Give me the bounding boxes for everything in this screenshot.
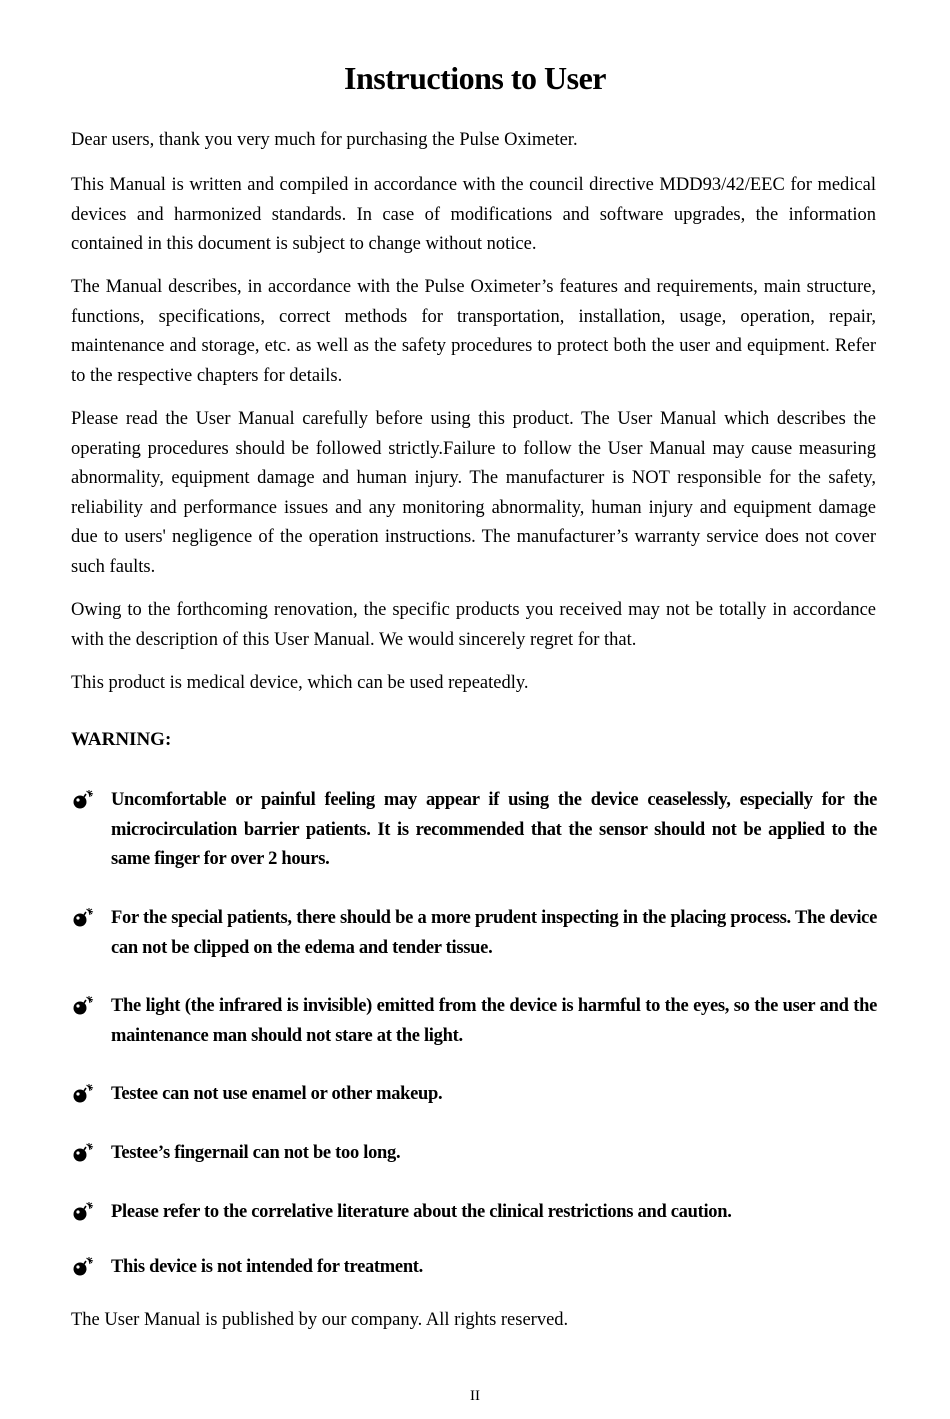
warning-item	[71, 1139, 877, 1169]
rights-notice: The User Manual is published by our company. All rights reserved.	[71, 1310, 569, 1330]
warning-item	[71, 786, 877, 875]
warning-text: Uncomfortable or painful feeling may appear if using the device ceaselessly, especially for the microcirculation barrier patients. It is recommended that the sensor should not be applied to the same finger for over 2 hours.	[111, 790, 877, 870]
intro-paragraph-contents: The Manual describes, in accordance with the Pulse Oximeter’s features and requirements, main structure, functions, specifications, correct methods for transportation, installation, usage, operation, repair, maintenance and storage, etc. as well as the safety procedures to protect both the user and equipment. Refer to the respective chapters for details.	[71, 277, 876, 386]
page-number: II	[470, 1388, 480, 1404]
bomb-icon	[71, 1084, 97, 1104]
warning-item	[71, 1253, 877, 1283]
warning-text: The light (the infrared is invisible) emitted from the device is harmful to the eyes, so the user and the maintenance man should not stare at the light.	[111, 996, 877, 1046]
bomb-icon	[71, 996, 97, 1016]
intro-paragraph-read-manual: Please read the User Manual carefully before using this product. The User Manual which describes the operating procedures should be followed strictly.Failure to follow the User Manual may cause measuring abnormality, equipment damage and human injury. The manufacturer is NOT responsible for the safety, reliability and performance issues and any monitoring abnormality, human injury and equipment damage due to users' negligence of the operation instructions. The manufacturer’s warranty service does not cover such faults.	[71, 409, 876, 577]
warning-item	[71, 1080, 877, 1110]
warning-item	[71, 1198, 877, 1228]
warning-text: For the special patients, there should be a more prudent inspecting in the placing process. The device can not be clipped on the edema and tender tissue.	[111, 908, 877, 958]
warning-text: This device is not intended for treatment.	[111, 1257, 423, 1277]
bomb-icon	[71, 1143, 97, 1163]
intro-paragraph-renovation: Owing to the forthcoming renovation, the specific products you received may not be totally in accordance with the description of this User Manual. We would sincerely regret for that.	[71, 600, 876, 650]
intro-paragraph-reusable: This product is medical device, which can be used repeatedly.	[71, 673, 529, 693]
warning-text: Testee’s fingernail can not be too long.	[111, 1143, 401, 1163]
warning-heading: WARNING:	[71, 729, 172, 750]
bomb-icon	[71, 908, 97, 928]
bomb-icon	[71, 790, 97, 810]
warning-text: Please refer to the correlative literature about the clinical restrictions and caution.	[111, 1202, 732, 1222]
warning-item	[71, 992, 877, 1051]
page-title: Instructions to User	[344, 60, 606, 96]
warning-text: Testee can not use enamel or other makeup.	[111, 1084, 443, 1104]
intro-paragraph-directive: This Manual is written and compiled in accordance with the council directive MDD93/42/EEC for medical devices and harmonized standards. In case of modifications and software upgrades, the information contained in this document is subject to change without notice.	[71, 175, 876, 255]
bomb-icon	[71, 1202, 97, 1222]
warning-item	[71, 904, 877, 963]
intro-paragraph-greeting: Dear users, thank you very much for purchasing the Pulse Oximeter.	[71, 130, 578, 150]
bomb-icon	[71, 1257, 97, 1277]
